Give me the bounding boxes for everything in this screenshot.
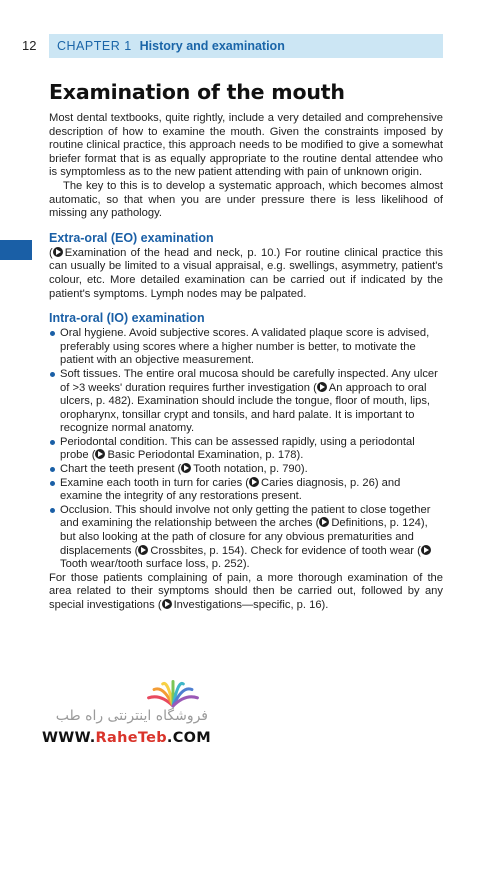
- list-item: Soft tissues. The entire oral mucosa should be carefully inspected. Any ulcer of >3 weeks' duration requires further investigation ( An approach to oral ulcers, p. 482). Examination should include the tongue, floor of mouth, lips, oropharynx, tonsillar crypt and tonsils, and hard palate. It is important to recognize normal anatomy.: [49, 368, 443, 436]
- cross-reference-link[interactable]: Caries diagnosis, p. 26): [261, 476, 379, 489]
- book-fan-icon: [140, 678, 206, 708]
- cross-reference-icon: [421, 545, 431, 555]
- intra-oral-list: [49, 327, 443, 572]
- list-item: Examine each tooth in turn for caries ( Caries diagnosis, p. 26) and examine the integrity of any restorations present.: [49, 477, 443, 504]
- page-number: 12: [22, 38, 37, 53]
- thumb-index-tab: [0, 240, 32, 260]
- cross-reference-link[interactable]: Crossbites, p. 154).: [150, 544, 248, 557]
- list-item: Occlusion. This should involve not only getting the patient to close together and examining the relationship between the arches ( Definitions, p. 124), but also looking at the path of closure for any obvious prematurities and displacements ( Crossbites, p. 154). Check for evidence of tooth wear (Tooth wear/tooth surface loss, p. 252).: [49, 504, 443, 572]
- extra-oral-paragraph: ( Examination of the head and neck, p. 10.) For routine clinical practice this can usually be limited to a visual appraisal, e.g. swellings, asymmetry, patient's colour, etc. More detailed examination can be carried out if indicated by the patient's symptoms. Lymph nodes may be palpated.: [49, 246, 443, 300]
- intro-paragraph-2: The key to this is to develop a systematic approach, which becomes almost automatic, so that when you are under pressure there is less likelihood of missing any pathology.: [49, 179, 443, 220]
- list-item: Periodontal condition. This can be assessed rapidly, using a periodontal probe ( Basic Periodontal Examination, p. 178).: [49, 436, 443, 463]
- extra-oral-heading: Extra-oral (EO) examination: [49, 230, 214, 245]
- cross-reference-link[interactable]: Tooth wear/tooth surface loss, p. 252).: [60, 558, 250, 571]
- watermark-url[interactable]: WWW.RaheTeb.COM: [42, 730, 212, 746]
- chapter-header: [49, 34, 443, 58]
- closing-paragraph: For those patients complaining of pain, a more thorough examination of the area related to their symptoms should then be carried out, followed by any special investigations ( Investigations—specific, p. 16).: [49, 571, 443, 611]
- intro-paragraph-1: Most dental textbooks, quite rightly, include a very detailed and comprehensive description of how to examine the mouth. Given the constraints imposed by routine clinical practice, this approach needs to be modified to give a somewhat briefer format that is as equally appropriate to the routine dental attendee who is symptomless as to the new patient attending with pain of unknown origin.: [49, 112, 443, 179]
- cross-reference-icon: [162, 599, 172, 609]
- cross-reference-link[interactable]: Investigations—specific, p. 16).: [173, 599, 329, 611]
- cross-reference-icon: [319, 517, 329, 527]
- cross-reference-icon: [53, 247, 63, 257]
- section-title: Examination of the mouth: [49, 80, 345, 104]
- list-item: Chart the teeth present ( Tooth notation, p. 790).: [49, 463, 443, 477]
- chapter-title: History and examination: [139, 39, 285, 53]
- page-content: [49, 80, 443, 613]
- watermark-logo: [40, 678, 210, 748]
- list-item: Oral hygiene. Avoid subjective scores. A validated plaque score is advised, preferably using scores where a higher number is better, to motivate the patient with an objective measurement.: [49, 327, 443, 368]
- intra-oral-heading: Intra-oral (IO) examination: [49, 311, 205, 326]
- watermark-persian-text: فروشگاه اینترنتی راه طب: [55, 708, 208, 724]
- cross-reference-link[interactable]: Examination of the head and neck, p. 10.): [64, 246, 281, 259]
- cross-reference-link[interactable]: Basic Periodontal Examination, p. 178).: [107, 449, 304, 462]
- chapter-label: CHAPTER 1: [57, 39, 132, 53]
- cross-reference-link[interactable]: Tooth notation, p. 790).: [193, 463, 308, 476]
- cross-reference-icon: [317, 382, 327, 392]
- cross-reference-icon: [95, 449, 105, 459]
- cross-reference-link[interactable]: An approach to oral ulcers, p. 482).: [60, 381, 427, 408]
- cross-reference-icon: [249, 477, 259, 487]
- cross-reference-icon: [138, 545, 148, 555]
- cross-reference-link[interactable]: Definitions, p. 124),: [331, 517, 428, 530]
- cross-reference-icon: [181, 463, 191, 473]
